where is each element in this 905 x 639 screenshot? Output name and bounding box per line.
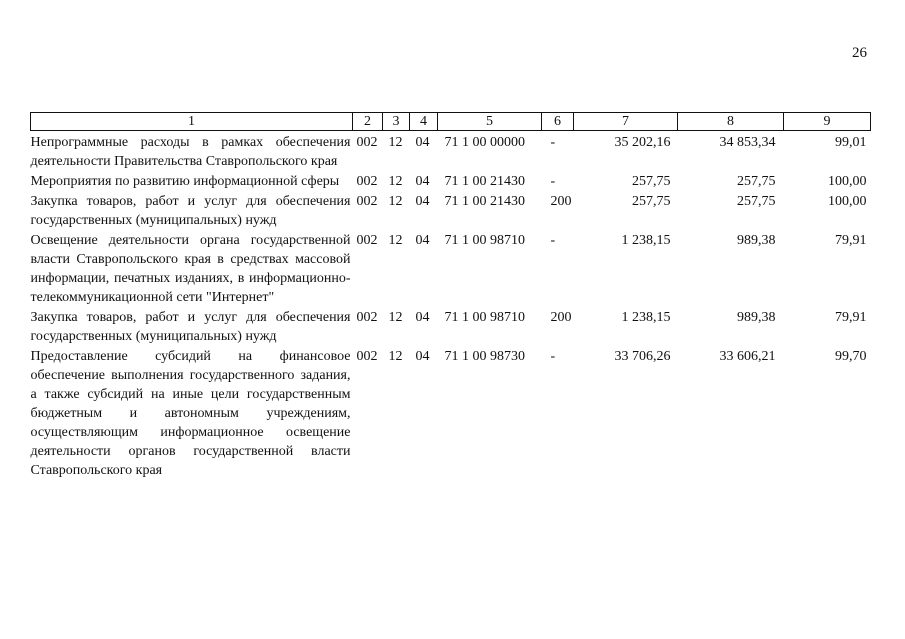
header-col-1: 1	[31, 113, 353, 131]
expense-type-code: -	[550, 349, 556, 364]
subsection-code: 04	[415, 194, 430, 209]
header-col-8: 8	[678, 113, 784, 131]
table-body	[31, 131, 871, 482]
target-article-code: 71 1 00 98730	[444, 349, 525, 364]
ministry-code: 002	[356, 174, 378, 189]
amount-col-7: 33 706,26	[614, 349, 671, 364]
target-article-code: 71 1 00 21430	[444, 194, 525, 209]
subsection-code: 04	[415, 233, 430, 248]
ministry-code: 002	[356, 135, 378, 150]
table-header	[31, 113, 871, 131]
target-article-code: 71 1 00 00000	[444, 135, 525, 150]
header-col-9: 9	[784, 113, 871, 131]
expense-name: Освещение деятельности органа государственной власти Ставропольского края в средствах массовой информации, печатных изданиях, в информационно-телекоммуникационной сети "Интернет"	[30, 233, 351, 305]
percent-col-9: 79,91	[835, 310, 867, 325]
expense-type-code: -	[550, 174, 556, 189]
expense-name: Непрограммные расходы в рамках обеспечения деятельности Правительства Ставропольского края	[30, 135, 351, 169]
percent-col-9: 100,00	[828, 194, 867, 209]
target-article-code: 71 1 00 21430	[444, 174, 525, 189]
expense-name: Предоставление субсидий на финансовое обеспечение выполнения государственного задания, а также субсидий на иные цели государственным бюджетным и автономным учреждениям, осуществляющим информационное освещение деятельности органов государственной власти Ставропольского края	[30, 349, 351, 478]
table-row	[31, 172, 871, 192]
header-col-4: 4	[410, 113, 438, 131]
subsection-code: 04	[415, 135, 430, 150]
section-code: 12	[388, 310, 403, 325]
amount-col-8: 257,75	[737, 174, 776, 189]
amount-col-7: 35 202,16	[614, 135, 671, 150]
table-row	[31, 231, 871, 308]
ministry-code: 002	[356, 349, 378, 364]
amount-col-7: 257,75	[632, 174, 671, 189]
subsection-code: 04	[415, 174, 430, 189]
header-col-2: 2	[353, 113, 383, 131]
amount-col-8: 989,38	[737, 310, 776, 325]
expense-type-code: 200	[550, 194, 572, 209]
expense-type-code: -	[550, 233, 556, 248]
header-row	[31, 113, 871, 131]
section-code: 12	[388, 349, 403, 364]
amount-col-7: 1 238,15	[621, 310, 671, 325]
amount-col-8: 989,38	[737, 233, 776, 248]
section-code: 12	[388, 135, 403, 150]
table-row	[31, 308, 871, 347]
ministry-code: 002	[356, 310, 378, 325]
header-col-5: 5	[438, 113, 542, 131]
amount-col-8: 34 853,34	[719, 135, 776, 150]
section-code: 12	[388, 194, 403, 209]
target-article-code: 71 1 00 98710	[444, 310, 525, 325]
table-row	[31, 347, 871, 481]
target-article-code: 71 1 00 98710	[444, 233, 525, 248]
amount-col-7: 257,75	[632, 194, 671, 209]
expense-name: Закупка товаров, работ и услуг для обеспечения государственных (муниципальных) нужд	[30, 310, 351, 344]
table-row	[31, 192, 871, 231]
percent-col-9: 99,70	[835, 349, 867, 364]
expense-type-code: -	[550, 135, 556, 150]
section-code: 12	[388, 233, 403, 248]
expense-name: Закупка товаров, работ и услуг для обеспечения государственных (муниципальных) нужд	[30, 194, 351, 228]
amount-col-8: 257,75	[737, 194, 776, 209]
table-row	[31, 131, 871, 173]
amount-col-8: 33 606,21	[719, 349, 776, 364]
percent-col-9: 79,91	[835, 233, 867, 248]
header-col-7: 7	[574, 113, 678, 131]
header-col-6: 6	[542, 113, 574, 131]
subsection-code: 04	[415, 349, 430, 364]
expense-name: Мероприятия по развитию информационной сферы	[30, 174, 340, 189]
budget-table	[30, 112, 871, 481]
ministry-code: 002	[356, 233, 378, 248]
percent-col-9: 99,01	[835, 135, 867, 150]
section-code: 12	[388, 174, 403, 189]
expense-type-code: 200	[550, 310, 572, 325]
subsection-code: 04	[415, 310, 430, 325]
page-number: 26	[852, 45, 867, 61]
ministry-code: 002	[356, 194, 378, 209]
header-col-3: 3	[383, 113, 410, 131]
amount-col-7: 1 238,15	[621, 233, 671, 248]
percent-col-9: 100,00	[828, 174, 867, 189]
